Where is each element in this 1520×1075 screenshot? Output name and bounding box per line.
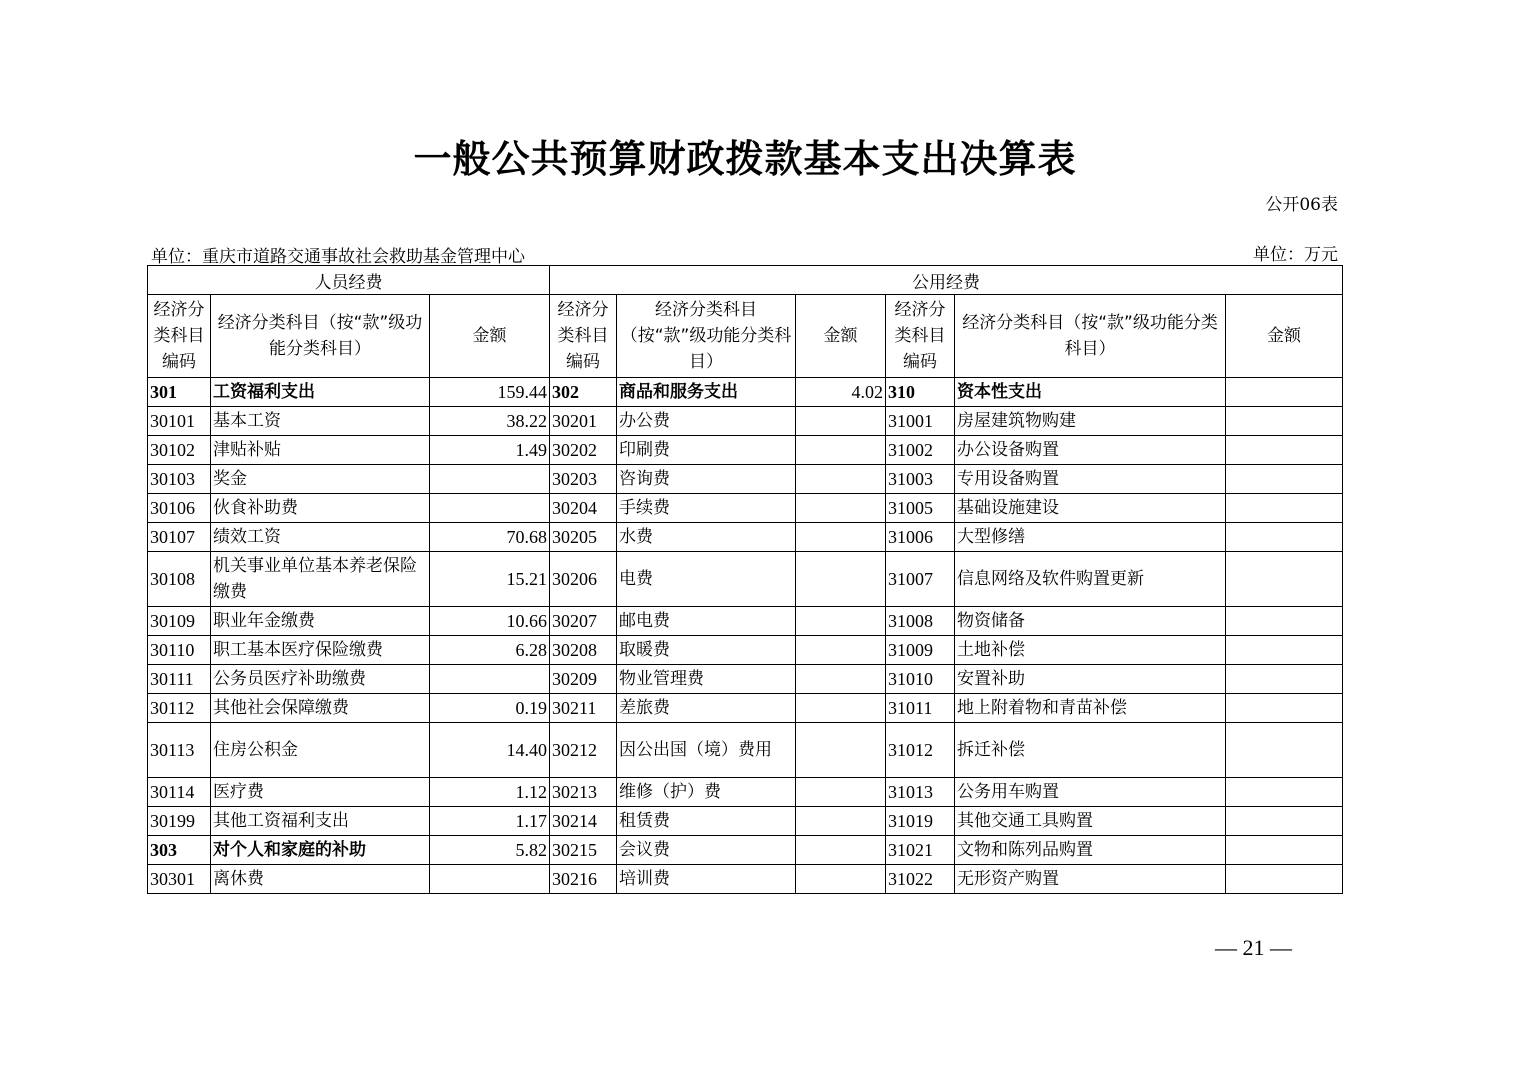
- cell-goods-amount: [796, 407, 886, 436]
- cell-goods-code: 30203: [550, 465, 617, 494]
- cell-personnel-amount: [430, 494, 550, 523]
- header-capital-code: 经济分类科目编码: [886, 295, 955, 378]
- cell-capital-name: 土地补偿: [955, 636, 1226, 665]
- cell-goods-name: 租赁费: [617, 807, 796, 836]
- table-row: [148, 552, 1343, 607]
- unit-label: 单位：万元: [1253, 245, 1338, 265]
- cell-capital-amount: [1226, 494, 1343, 523]
- cell-personnel-code: 30114: [148, 778, 211, 807]
- cell-personnel-code: 30109: [148, 607, 211, 636]
- cell-capital-code: 31011: [886, 694, 955, 723]
- cell-personnel-amount: 70.68: [430, 523, 550, 552]
- cell-goods-code: 30214: [550, 807, 617, 836]
- cell-capital-code: 31008: [886, 607, 955, 636]
- cell-goods-code: 30201: [550, 407, 617, 436]
- cell-personnel-name: 职工基本医疗保险缴费: [211, 636, 430, 665]
- cell-personnel-name: 奖金: [211, 465, 430, 494]
- cell-goods-amount: [796, 723, 886, 778]
- header-goods-name: 经济分类科目（按“款”级功能分类科目）: [617, 295, 796, 378]
- cell-capital-name: 资本性支出: [955, 378, 1226, 407]
- page-number: — 21 —: [1215, 935, 1292, 960]
- cell-goods-amount: [796, 494, 886, 523]
- cell-capital-code: 31013: [886, 778, 955, 807]
- header-personnel-code: 经济分类科目编码: [148, 295, 211, 378]
- cell-goods-name: 电费: [617, 552, 796, 607]
- cell-capital-name: 房屋建筑物购建: [955, 407, 1226, 436]
- cell-goods-code: 30208: [550, 636, 617, 665]
- cell-personnel-amount: 6.28: [430, 636, 550, 665]
- cell-capital-amount: [1226, 607, 1343, 636]
- cell-personnel-code: 30199: [148, 807, 211, 836]
- cell-capital-amount: [1226, 694, 1343, 723]
- cell-goods-code: 30211: [550, 694, 617, 723]
- page-title: 一般公共预算财政拨款基本支出决算表: [413, 136, 1077, 181]
- table-row: [148, 436, 1343, 465]
- cell-capital-amount: [1226, 407, 1343, 436]
- cell-personnel-name: 其他社会保障缴费: [211, 694, 430, 723]
- table-row: [148, 494, 1343, 523]
- cell-goods-amount: [796, 778, 886, 807]
- cell-capital-name: 无形资产购置: [955, 865, 1226, 894]
- cell-goods-code: 30202: [550, 436, 617, 465]
- cell-capital-name: 地上附着物和青苗补偿: [955, 694, 1226, 723]
- cell-capital-name: 拆迁补偿: [955, 723, 1226, 778]
- cell-personnel-amount: 0.19: [430, 694, 550, 723]
- cell-capital-code: 31005: [886, 494, 955, 523]
- cell-capital-code: 31010: [886, 665, 955, 694]
- header-personnel-name: 经济分类科目（按“款”级功能分类科目）: [211, 295, 430, 378]
- cell-capital-code: 31003: [886, 465, 955, 494]
- cell-capital-code: 31009: [886, 636, 955, 665]
- table-row: [148, 778, 1343, 807]
- header-capital-name: 经济分类科目（按“款”级功能分类科目）: [955, 295, 1226, 378]
- cell-goods-name: 印刷费: [617, 436, 796, 465]
- cell-goods-amount: [796, 865, 886, 894]
- cell-personnel-code: 30103: [148, 465, 211, 494]
- cell-personnel-amount: [430, 665, 550, 694]
- cell-capital-amount: [1226, 865, 1343, 894]
- table-row: [148, 723, 1343, 778]
- table-row: [148, 807, 1343, 836]
- cell-personnel-name: 绩效工资: [211, 523, 430, 552]
- table-row: [148, 665, 1343, 694]
- cell-goods-name: 差旅费: [617, 694, 796, 723]
- cell-capital-code: 31012: [886, 723, 955, 778]
- cell-goods-code: 30207: [550, 607, 617, 636]
- cell-personnel-code: 30112: [148, 694, 211, 723]
- cell-goods-name: 会议费: [617, 836, 796, 865]
- table-row: [148, 407, 1343, 436]
- cell-goods-amount: [796, 523, 886, 552]
- cell-capital-code: 31019: [886, 807, 955, 836]
- cell-personnel-amount: 10.66: [430, 607, 550, 636]
- cell-goods-amount: [796, 465, 886, 494]
- cell-goods-code: 30216: [550, 865, 617, 894]
- form-number: 公开06表: [1265, 195, 1338, 215]
- cell-goods-name: 物业管理费: [617, 665, 796, 694]
- cell-capital-amount: [1226, 723, 1343, 778]
- cell-personnel-name: 离休费: [211, 865, 430, 894]
- cell-goods-code: 30213: [550, 778, 617, 807]
- cell-capital-code: 31001: [886, 407, 955, 436]
- cell-personnel-code: 303: [148, 836, 211, 865]
- cell-goods-amount: [796, 552, 886, 607]
- cell-goods-code: 30215: [550, 836, 617, 865]
- cell-capital-amount: [1226, 378, 1343, 407]
- budget-table: [147, 265, 1343, 894]
- cell-capital-name: 安置补助: [955, 665, 1226, 694]
- cell-goods-amount: [796, 807, 886, 836]
- cell-personnel-code: 30106: [148, 494, 211, 523]
- cell-goods-code: 30206: [550, 552, 617, 607]
- cell-personnel-amount: 5.82: [430, 836, 550, 865]
- cell-capital-amount: [1226, 636, 1343, 665]
- table-body: [148, 378, 1343, 894]
- cell-capital-amount: [1226, 436, 1343, 465]
- cell-goods-code: 30205: [550, 523, 617, 552]
- cell-capital-name: 文物和陈列品购置: [955, 836, 1226, 865]
- cell-personnel-name: 职业年金缴费: [211, 607, 430, 636]
- cell-goods-code: 30204: [550, 494, 617, 523]
- cell-goods-code: 30209: [550, 665, 617, 694]
- cell-capital-amount: [1226, 778, 1343, 807]
- cell-personnel-code: 301: [148, 378, 211, 407]
- cell-goods-name: 邮电费: [617, 607, 796, 636]
- cell-personnel-amount: 159.44: [430, 378, 550, 407]
- cell-capital-code: 31021: [886, 836, 955, 865]
- cell-goods-name: 咨询费: [617, 465, 796, 494]
- cell-personnel-code: 30102: [148, 436, 211, 465]
- cell-goods-name: 手续费: [617, 494, 796, 523]
- cell-capital-amount: [1226, 807, 1343, 836]
- cell-goods-code: 30212: [550, 723, 617, 778]
- cell-capital-code: 310: [886, 378, 955, 407]
- cell-personnel-code: 30108: [148, 552, 211, 607]
- cell-goods-amount: [796, 636, 886, 665]
- cell-goods-name: 因公出国（境）费用: [617, 723, 796, 778]
- cell-personnel-code: 30113: [148, 723, 211, 778]
- cell-personnel-name: 工资福利支出: [211, 378, 430, 407]
- header-capital-amount: 金额: [1226, 295, 1343, 378]
- cell-goods-name: 水费: [617, 523, 796, 552]
- cell-goods-amount: 4.02: [796, 378, 886, 407]
- header-goods-code: 经济分类科目编码: [550, 295, 617, 378]
- cell-capital-name: 信息网络及软件购置更新: [955, 552, 1226, 607]
- cell-personnel-amount: [430, 465, 550, 494]
- cell-personnel-name: 基本工资: [211, 407, 430, 436]
- cell-capital-amount: [1226, 465, 1343, 494]
- cell-capital-name: 基础设施建设: [955, 494, 1226, 523]
- cell-personnel-amount: 1.17: [430, 807, 550, 836]
- section-public: 公用经费: [550, 266, 1343, 295]
- cell-goods-amount: [796, 836, 886, 865]
- cell-personnel-name: 机关事业单位基本养老保险缴费: [211, 552, 430, 607]
- header-goods-amount: 金额: [796, 295, 886, 378]
- cell-capital-amount: [1226, 523, 1343, 552]
- cell-capital-name: 物资储备: [955, 607, 1226, 636]
- cell-goods-amount: [796, 607, 886, 636]
- section-personnel: 人员经费: [148, 266, 550, 295]
- table-row: [148, 378, 1343, 407]
- table-row: [148, 865, 1343, 894]
- cell-personnel-name: 对个人和家庭的补助: [211, 836, 430, 865]
- cell-personnel-name: 医疗费: [211, 778, 430, 807]
- cell-capital-code: 31006: [886, 523, 955, 552]
- cell-capital-name: 公务用车购置: [955, 778, 1226, 807]
- cell-personnel-code: 30111: [148, 665, 211, 694]
- cell-goods-name: 培训费: [617, 865, 796, 894]
- table-row: [148, 636, 1343, 665]
- organization-label: 单位：重庆市道路交通事故社会救助基金管理中心: [151, 247, 525, 267]
- cell-goods-amount: [796, 665, 886, 694]
- cell-goods-name: 商品和服务支出: [617, 378, 796, 407]
- cell-goods-amount: [796, 436, 886, 465]
- cell-personnel-code: 30110: [148, 636, 211, 665]
- cell-goods-code: 302: [550, 378, 617, 407]
- cell-capital-amount: [1226, 552, 1343, 607]
- cell-personnel-amount: 1.12: [430, 778, 550, 807]
- table-row: [148, 836, 1343, 865]
- cell-personnel-amount: 1.49: [430, 436, 550, 465]
- cell-personnel-name: 津贴补贴: [211, 436, 430, 465]
- cell-goods-name: 取暖费: [617, 636, 796, 665]
- table-row: [148, 694, 1343, 723]
- cell-capital-code: 31022: [886, 865, 955, 894]
- cell-goods-name: 维修（护）费: [617, 778, 796, 807]
- cell-capital-name: 其他交通工具购置: [955, 807, 1226, 836]
- cell-capital-name: 办公设备购置: [955, 436, 1226, 465]
- cell-personnel-code: 30301: [148, 865, 211, 894]
- table-row: [148, 465, 1343, 494]
- cell-personnel-amount: 14.40: [430, 723, 550, 778]
- cell-goods-amount: [796, 694, 886, 723]
- cell-personnel-code: 30101: [148, 407, 211, 436]
- header-personnel-amount: 金额: [430, 295, 550, 378]
- cell-capital-name: 专用设备购置: [955, 465, 1226, 494]
- cell-capital-amount: [1226, 665, 1343, 694]
- cell-personnel-name: 公务员医疗补助缴费: [211, 665, 430, 694]
- cell-personnel-amount: 15.21: [430, 552, 550, 607]
- cell-personnel-name: 伙食补助费: [211, 494, 430, 523]
- cell-capital-name: 大型修缮: [955, 523, 1226, 552]
- cell-personnel-code: 30107: [148, 523, 211, 552]
- cell-personnel-name: 其他工资福利支出: [211, 807, 430, 836]
- cell-personnel-amount: 38.22: [430, 407, 550, 436]
- cell-capital-code: 31002: [886, 436, 955, 465]
- cell-capital-amount: [1226, 836, 1343, 865]
- cell-personnel-amount: [430, 865, 550, 894]
- cell-goods-name: 办公费: [617, 407, 796, 436]
- cell-personnel-name: 住房公积金: [211, 723, 430, 778]
- table-row: [148, 607, 1343, 636]
- cell-capital-code: 31007: [886, 552, 955, 607]
- table-row: [148, 523, 1343, 552]
